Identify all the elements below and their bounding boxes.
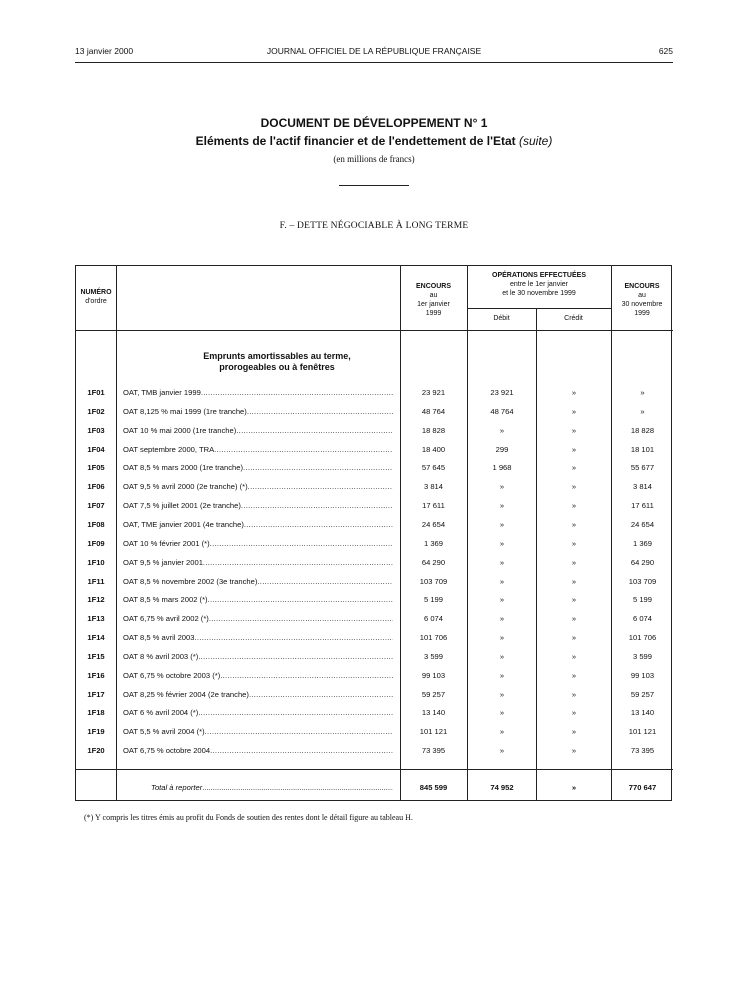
title-divider <box>339 185 409 186</box>
row-credit: » <box>571 388 577 397</box>
row-debit: » <box>499 519 505 529</box>
row-debit: » <box>499 708 505 718</box>
footnote: (*) Y compris les titres émis au profit du Fonds de soutien des rentes dont le détail figure au tableau H. <box>84 813 413 822</box>
header-line: et le 30 novembre 1999 <box>502 290 576 297</box>
table-row <box>76 516 673 534</box>
row-credit: » <box>571 444 577 454</box>
header-journal-title: JOURNAL OFFICIEL DE LA RÉPUBLIQUE FRANÇAISE <box>266 46 482 56</box>
row-final: 1 369 <box>632 538 652 548</box>
section-heading-line: prorogeables ou à fenêtres <box>219 362 335 372</box>
total-label: Total à reporter ..... <box>151 783 393 792</box>
row-code: 1F12 <box>87 595 105 605</box>
row-code: 1F06 <box>87 482 105 492</box>
header-line: 1999 <box>634 310 650 317</box>
row-encours: 99 103 <box>421 670 446 680</box>
header-encours-start <box>400 282 467 318</box>
row-debit: » <box>499 538 505 548</box>
row-code: 1F08 <box>87 519 105 529</box>
row-code: 1F01 <box>87 388 105 397</box>
row-label: OAT 8,5 % avril 2003 ..... <box>123 633 393 643</box>
row-label: OAT 6,75 % octobre 2003 (*) ..... <box>123 671 393 681</box>
row-encours: 24 654 <box>421 519 446 529</box>
table-row <box>76 535 673 553</box>
row-code: 1F04 <box>87 444 105 454</box>
row-credit: » <box>571 463 577 473</box>
header-date: 13 janvier 2000 <box>75 46 134 56</box>
row-debit: » <box>499 482 505 492</box>
header-encours-end <box>611 282 673 318</box>
row-final: 99 103 <box>630 670 655 680</box>
total-credit: » <box>571 783 577 792</box>
row-label: OAT 8,5 % mars 2002 (*) ..... <box>123 595 393 605</box>
row-debit: » <box>499 425 505 435</box>
header-ordre-label: d'ordre <box>85 298 107 305</box>
row-final: 13 140 <box>630 708 655 718</box>
row-label: OAT 9,5 % avril 2000 (2e tranche) (*) ..... <box>123 482 393 492</box>
header-debit: Débit <box>493 315 510 322</box>
row-encours: 13 140 <box>421 708 446 718</box>
row-encours: 57 645 <box>421 463 446 473</box>
row-code: 1F17 <box>87 689 105 699</box>
section-title: F. – DETTE NÉGOCIABLE À LONG TERME <box>279 221 469 231</box>
row-debit: 1 968 <box>492 463 512 473</box>
row-label: OAT 10 % mai 2000 (1re tranche) ..... <box>123 426 393 436</box>
row-label: OAT 5,5 % avril 2004 (*) ..... <box>123 727 393 737</box>
row-label: OAT 7,5 % juillet 2001 (2e tranche) ..... <box>123 501 393 511</box>
row-encours: 59 257 <box>421 689 446 699</box>
header-line: ENCOURS <box>624 283 660 290</box>
row-code: 1F19 <box>87 727 105 737</box>
row-label: OAT 8 % avril 2003 (*) ..... <box>123 652 393 662</box>
row-credit: » <box>571 519 577 529</box>
row-final: » <box>640 406 645 416</box>
row-code: 1F18 <box>87 708 105 718</box>
row-debit: » <box>499 746 505 756</box>
row-final: 103 709 <box>628 576 657 586</box>
table-row <box>76 403 673 421</box>
row-encours: 5 199 <box>423 595 443 605</box>
row-label: OAT 9,5 % janvier 2001 ..... <box>123 558 393 568</box>
section-heading-line: Emprunts amortissables au terme, <box>203 351 351 361</box>
row-code: 1F07 <box>87 501 105 511</box>
row-debit: » <box>499 557 505 567</box>
row-final: 73 395 <box>630 746 655 756</box>
row-final: 55 677 <box>630 463 655 473</box>
row-credit: » <box>571 576 577 586</box>
row-final: 5 199 <box>632 595 652 605</box>
row-final: 18 828 <box>630 425 655 435</box>
table-row <box>76 384 673 402</box>
row-debit: » <box>499 651 505 661</box>
header-line: OPÉRATIONS EFFECTUÉES <box>492 272 586 279</box>
row-credit: » <box>571 670 577 680</box>
row-encours: 48 764 <box>421 406 446 416</box>
row-final: 6 074 <box>632 614 652 624</box>
table-row <box>76 422 673 440</box>
row-debit: » <box>499 633 505 643</box>
row-final: 3 814 <box>632 482 652 492</box>
table-row <box>76 591 673 609</box>
table-row <box>76 723 673 741</box>
row-code: 1F13 <box>87 614 105 624</box>
row-label: OAT, TMB janvier 1999 ..... <box>123 388 393 398</box>
total-debit: 74 952 <box>490 783 514 792</box>
table-section-heading <box>116 351 438 373</box>
row-credit: » <box>571 538 577 548</box>
row-credit: » <box>571 633 577 643</box>
table-row <box>76 497 673 515</box>
row-credit: » <box>571 746 577 756</box>
table-row <box>76 667 673 685</box>
row-encours: 23 921 <box>421 388 446 397</box>
grid-line <box>467 308 611 309</box>
row-final: 101 121 <box>628 727 657 737</box>
row-final: 3 599 <box>632 651 652 661</box>
row-debit: 299 <box>495 444 509 454</box>
header-line: 30 novembre <box>621 301 663 308</box>
row-debit: » <box>499 501 505 511</box>
row-credit: » <box>571 406 577 416</box>
header-line: au <box>638 292 646 299</box>
row-debit: 23 921 <box>490 388 514 397</box>
table-row <box>76 441 673 459</box>
row-final: 101 706 <box>628 633 657 643</box>
row-code: 1F09 <box>87 538 105 548</box>
document-title: DOCUMENT DE DÉVELOPPEMENT N° 1 <box>260 116 488 130</box>
row-credit: » <box>571 501 577 511</box>
row-encours: 1 369 <box>423 538 443 548</box>
row-encours: 103 709 <box>419 576 448 586</box>
row-code: 1F20 <box>87 746 105 756</box>
row-final: » <box>640 388 645 397</box>
row-label: OAT 8,5 % novembre 2002 (3e tranche) ..... <box>123 577 393 587</box>
document-subtitle <box>0 134 748 148</box>
row-final: 24 654 <box>630 519 655 529</box>
header-operations <box>467 271 611 298</box>
row-final: 18 101 <box>630 444 655 454</box>
header-line: entre le 1er janvier <box>510 281 568 288</box>
row-debit: » <box>499 595 505 605</box>
header-line: 1999 <box>425 310 442 317</box>
header-line: 1er janvier <box>417 301 450 308</box>
row-label: OAT 6,75 % avril 2002 (*) ..... <box>123 614 393 624</box>
row-code: 1F11 <box>87 576 105 586</box>
document-unit: (en millions de francs) <box>333 154 415 164</box>
table-row <box>76 704 673 722</box>
row-debit: » <box>499 689 505 699</box>
row-label: OAT 6,75 % octobre 2004 ..... <box>123 746 393 756</box>
page-header <box>75 44 673 63</box>
row-final: 59 257 <box>630 689 655 699</box>
row-encours: 3 814 <box>423 482 443 492</box>
table-row <box>76 610 673 628</box>
row-code: 1F03 <box>87 425 105 435</box>
header-line: au <box>429 292 438 299</box>
table-row <box>76 648 673 666</box>
row-encours: 3 599 <box>423 651 443 661</box>
grid-line <box>76 769 673 770</box>
row-credit: » <box>571 727 577 737</box>
row-code: 1F05 <box>87 463 105 473</box>
row-code: 1F15 <box>87 651 105 661</box>
row-credit: » <box>571 614 577 624</box>
total-encours: 845 599 <box>419 783 448 792</box>
row-label: OAT 6 % avril 2004 (*) ..... <box>123 708 393 718</box>
row-debit: » <box>499 614 505 624</box>
row-debit: » <box>499 727 505 737</box>
debt-table <box>75 265 672 801</box>
table-row <box>76 742 673 760</box>
table-row <box>76 686 673 704</box>
row-credit: » <box>571 557 577 567</box>
row-encours: 64 290 <box>421 557 446 567</box>
row-code: 1F16 <box>87 670 105 680</box>
row-encours: 17 611 <box>422 501 445 511</box>
row-label: OAT 8,125 % mai 1999 (1re tranche) ..... <box>123 407 393 417</box>
row-label: OAT septembre 2000, TRA ..... <box>123 445 393 455</box>
row-final: 17 611 <box>631 501 654 511</box>
row-credit: » <box>571 482 577 492</box>
grid-line <box>76 330 673 331</box>
row-code: 1F10 <box>87 557 105 567</box>
header-credit: Crédit <box>564 315 583 322</box>
row-label: OAT 10 % février 2001 (*) ..... <box>123 539 393 549</box>
row-encours: 6 074 <box>423 614 443 624</box>
table-row <box>76 459 673 477</box>
row-label: OAT 8,5 % mars 2000 (1re tranche) ..... <box>123 463 393 473</box>
table-row <box>76 554 673 572</box>
document-subtitle-suffix: (suite) <box>518 134 553 148</box>
row-debit: » <box>499 576 505 586</box>
row-debit: » <box>499 670 505 680</box>
row-label: OAT 8,25 % février 2004 (2e tranche) ..... <box>123 690 393 700</box>
row-final: 64 290 <box>630 557 655 567</box>
row-credit: » <box>571 651 577 661</box>
table-row <box>76 478 673 496</box>
table-row <box>76 629 673 647</box>
row-encours: 73 395 <box>421 746 446 756</box>
total-final: 770 647 <box>628 783 657 792</box>
row-code: 1F02 <box>87 406 105 416</box>
row-label: OAT, TME janvier 2001 (4e tranche) ..... <box>123 520 393 530</box>
header-numero <box>76 288 116 306</box>
row-credit: » <box>571 689 577 699</box>
row-credit: » <box>571 708 577 718</box>
row-encours: 101 706 <box>419 633 448 643</box>
header-line: ENCOURS <box>415 283 451 290</box>
row-code: 1F14 <box>87 633 105 643</box>
row-encours: 18 400 <box>421 444 446 454</box>
row-encours: 101 121 <box>419 727 448 737</box>
header-numero-label: NUMÉRO <box>80 289 112 296</box>
row-credit: » <box>571 425 577 435</box>
row-encours: 18 828 <box>421 425 446 435</box>
total-row <box>76 776 673 800</box>
header-page-number: 625 <box>658 46 673 56</box>
row-credit: » <box>571 595 577 605</box>
table-row <box>76 573 673 591</box>
document-subtitle-text: Eléments de l'actif financier et de l'endettement de l'Etat <box>195 134 516 148</box>
row-debit: 48 764 <box>490 406 514 416</box>
